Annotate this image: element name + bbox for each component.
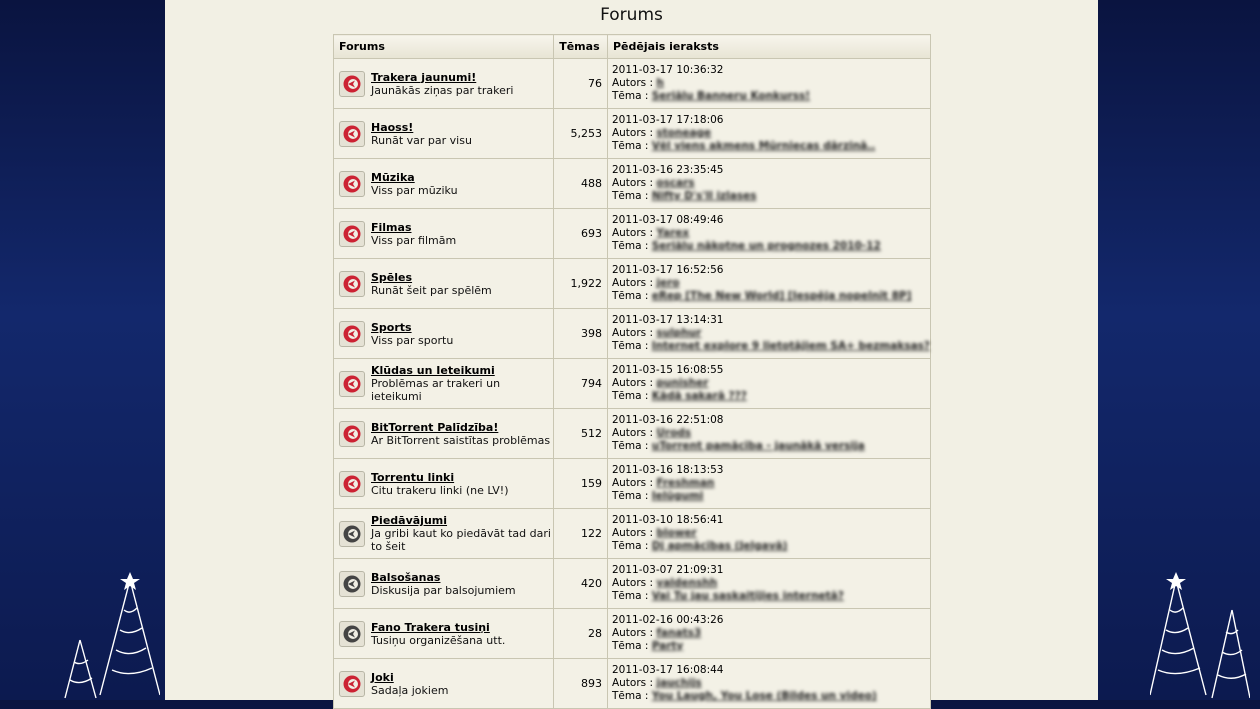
last-post-topic-label: Tēma : xyxy=(611,290,649,302)
forum-description: Jaunākās ziņas par trakeri xyxy=(371,83,514,97)
christmas-tree-right-decoration xyxy=(1150,570,1250,700)
last-post-topic-link[interactable]: Vai Tu jau saskaitījies internetā? xyxy=(651,590,844,602)
red-forum-icon xyxy=(339,171,365,197)
last-post-cell xyxy=(607,109,930,159)
red-forum-icon xyxy=(339,221,365,247)
last-post-topic-link[interactable]: Nifty D's'll izlases xyxy=(651,190,757,202)
last-post-date: 2011-03-15 16:08:55 xyxy=(611,364,724,376)
last-post-topic-label: Tēma : xyxy=(611,540,649,552)
last-post-cell xyxy=(607,159,930,209)
forums-table-body xyxy=(334,59,931,709)
forum-name-link[interactable]: Sports xyxy=(371,320,412,334)
last-post-topic-link[interactable]: You Laugh, You Lose (Bildes un video) xyxy=(651,690,877,702)
last-post-topic-link[interactable]: Party xyxy=(651,640,684,652)
last-post-cell xyxy=(607,509,930,559)
last-post-author-label: Autors : xyxy=(611,477,654,489)
red-forum-icon xyxy=(339,321,365,347)
forum-name-link[interactable]: Mūzika xyxy=(371,170,415,184)
last-post-date: 2011-03-17 17:18:06 xyxy=(611,114,724,126)
last-post-date: 2011-03-17 10:36:32 xyxy=(611,64,724,76)
last-post-date: 2011-03-17 16:52:56 xyxy=(611,264,724,276)
forum-name-link[interactable]: Piedāvājumi xyxy=(371,514,448,527)
last-post-topic-link[interactable]: Internet explore 9 lietotājiem SA+ bezmaksas? xyxy=(651,340,930,352)
gray-forum-icon xyxy=(339,521,365,547)
forum-row xyxy=(334,359,931,409)
last-post-author-link[interactable]: blower xyxy=(656,527,697,539)
last-post-date: 2011-03-16 23:35:45 xyxy=(611,164,724,176)
last-post-author-label: Autors : xyxy=(611,277,654,289)
last-post-topic-link[interactable]: eRep [The New World] [Iespēja nopelnīt 8P] xyxy=(651,290,912,302)
last-post-author-link[interactable]: h xyxy=(656,77,664,89)
forum-name-link[interactable]: Haoss! xyxy=(371,120,414,134)
forum-description: Sadaļa jokiem xyxy=(371,683,449,697)
topic-count: 1,922 xyxy=(554,259,608,309)
last-post-author-label: Autors : xyxy=(611,427,654,439)
forum-name-link[interactable]: Filmas xyxy=(371,220,412,234)
last-post-author-label: Autors : xyxy=(611,177,654,189)
forum-row xyxy=(334,659,931,709)
forum-cell xyxy=(334,459,554,509)
last-post-topic-label: Tēma : xyxy=(611,640,649,652)
forums-table xyxy=(333,34,931,709)
red-forum-icon xyxy=(339,421,365,447)
forum-description: Ar BitTorrent saistītas problēmas xyxy=(371,433,551,447)
header-topics: Tēmas xyxy=(554,35,608,59)
forum-cell xyxy=(334,609,554,659)
red-forum-icon xyxy=(339,671,365,697)
gray-forum-icon xyxy=(339,621,365,647)
forum-row xyxy=(334,459,931,509)
main-page xyxy=(165,0,1098,700)
red-forum-icon xyxy=(339,471,365,497)
forum-description: Diskusija par balsojumiem xyxy=(371,583,516,597)
topic-count: 893 xyxy=(554,659,608,709)
forum-cell xyxy=(334,259,554,309)
forum-row xyxy=(334,559,931,609)
red-forum-icon xyxy=(339,71,365,97)
table-header-row xyxy=(334,35,931,59)
forum-name-link[interactable]: Klūdas un Ieteikumi xyxy=(371,364,495,377)
forum-row xyxy=(334,209,931,259)
forum-name-link[interactable]: Spēles xyxy=(371,270,413,284)
last-post-topic-link[interactable]: Ielūgumi xyxy=(651,490,704,502)
last-post-topic-link[interactable]: uTorrent pamācība - jaunākā versija xyxy=(651,440,865,452)
last-post-author-link[interactable]: jero xyxy=(656,277,680,289)
last-post-topic-link[interactable]: Seriālu nākotne un prognozes 2010-12 xyxy=(651,240,881,252)
topic-count: 488 xyxy=(554,159,608,209)
last-post-date: 2011-03-17 13:14:31 xyxy=(611,314,724,326)
last-post-date: 2011-02-16 00:43:26 xyxy=(611,614,724,626)
topic-count: 794 xyxy=(554,359,608,409)
topic-count: 398 xyxy=(554,309,608,359)
forum-description: Viss par mūziku xyxy=(371,183,458,197)
last-post-author-label: Autors : xyxy=(611,527,654,539)
last-post-cell xyxy=(607,459,930,509)
forum-cell xyxy=(334,509,554,559)
red-forum-icon xyxy=(339,371,365,397)
last-post-topic-label: Tēma : xyxy=(611,390,649,402)
topic-count: 512 xyxy=(554,409,608,459)
last-post-topic-label: Tēma : xyxy=(611,590,649,602)
topic-count: 693 xyxy=(554,209,608,259)
header-forums: Forums xyxy=(334,35,554,59)
forum-cell xyxy=(334,59,554,109)
last-post-cell xyxy=(607,209,930,259)
last-post-topic-label: Tēma : xyxy=(611,440,649,452)
last-post-topic-link[interactable]: Vēl viens akmens Mūrniecas dārzinā.. xyxy=(651,140,876,152)
last-post-topic-label: Tēma : xyxy=(611,90,649,102)
last-post-author-label: Autors : xyxy=(611,677,654,689)
forum-name-link[interactable]: Trakera jaunumi! xyxy=(371,70,477,84)
forum-name-link[interactable]: Torrentu linki xyxy=(371,470,455,484)
forum-row xyxy=(334,59,931,109)
last-post-author-label: Autors : xyxy=(611,377,654,389)
forum-name-link[interactable]: Balsošanas xyxy=(371,570,441,584)
header-last-post: Pēdējais ieraksts xyxy=(607,35,930,59)
last-post-author-label: Autors : xyxy=(611,327,654,339)
last-post-cell xyxy=(607,59,930,109)
forum-description: Runāt šeit par spēlēm xyxy=(371,283,492,297)
last-post-topic-link[interactable]: Kādā sakarā ??? xyxy=(651,390,747,402)
forum-description: Viss par filmām xyxy=(371,233,457,247)
gray-forum-icon xyxy=(339,571,365,597)
last-post-author-label: Autors : xyxy=(611,577,654,589)
last-post-topic-link[interactable]: Seriālu Banneru Konkurss! xyxy=(651,90,811,102)
last-post-author-label: Autors : xyxy=(611,77,654,89)
topic-count: 420 xyxy=(554,559,608,609)
last-post-date: 2011-03-16 22:51:08 xyxy=(611,414,724,426)
last-post-date: 2011-03-10 18:56:41 xyxy=(611,514,724,526)
last-post-date: 2011-03-16 18:13:53 xyxy=(611,464,724,476)
topic-count: 76 xyxy=(554,59,608,109)
last-post-cell xyxy=(607,559,930,609)
last-post-topic-label: Tēma : xyxy=(611,340,649,352)
last-post-date: 2011-03-17 08:49:46 xyxy=(611,214,724,226)
page-title: Forums xyxy=(600,5,663,25)
forum-row xyxy=(334,409,931,459)
last-post-topic-label: Tēma : xyxy=(611,190,649,202)
forum-name-link[interactable]: Fano Trakera tusiņi xyxy=(371,620,490,634)
red-forum-icon xyxy=(339,121,365,147)
forum-description: Citu trakeru linki (ne LV!) xyxy=(371,483,509,497)
last-post-author-link[interactable]: punisher xyxy=(656,377,709,389)
christmas-tree-left-decoration xyxy=(60,570,160,700)
last-post-topic-label: Tēma : xyxy=(611,240,649,252)
forum-description: Runāt var par visu xyxy=(371,133,472,147)
forum-name-link[interactable]: Joki xyxy=(371,670,394,684)
last-post-author-link[interactable]: valdenshh xyxy=(656,577,718,589)
forum-cell xyxy=(334,309,554,359)
last-post-cell xyxy=(607,359,930,409)
last-post-cell xyxy=(607,659,930,709)
last-post-author-link[interactable]: oscars xyxy=(656,177,695,189)
forum-cell xyxy=(334,109,554,159)
forum-row xyxy=(334,109,931,159)
last-post-cell xyxy=(607,259,930,309)
forum-row xyxy=(334,159,931,209)
last-post-author-link[interactable]: Urods xyxy=(656,427,692,439)
last-post-topic-label: Tēma : xyxy=(611,140,649,152)
last-post-cell xyxy=(607,409,930,459)
topic-count: 159 xyxy=(554,459,608,509)
last-post-date: 2011-03-07 21:09:31 xyxy=(611,564,724,576)
last-post-author-label: Autors : xyxy=(611,627,654,639)
last-post-cell xyxy=(607,309,930,359)
forum-row xyxy=(334,509,931,559)
last-post-author-link[interactable]: stoneage xyxy=(656,127,712,139)
last-post-author-link[interactable]: fanats3 xyxy=(656,627,702,639)
forum-row xyxy=(334,309,931,359)
forum-name-link[interactable]: BitTorrent Palīdzība! xyxy=(371,420,499,434)
forum-cell xyxy=(334,559,554,609)
last-post-topic-label: Tēma : xyxy=(611,490,649,502)
last-post-date: 2011-03-17 16:08:44 xyxy=(611,664,724,676)
last-post-author-link[interactable]: Freshman xyxy=(656,477,715,489)
red-forum-icon xyxy=(339,271,365,297)
forum-description: Viss par sportu xyxy=(371,333,454,347)
forum-row xyxy=(334,609,931,659)
last-post-topic-label: Tēma : xyxy=(611,690,649,702)
forum-description: Tusiņu organizēšana utt. xyxy=(371,633,506,647)
forum-description: Ja gribi kaut ko piedāvāt tad dari to šeit xyxy=(371,527,551,553)
last-post-author-label: Autors : xyxy=(611,127,654,139)
topic-count: 5,253 xyxy=(554,109,608,159)
forum-cell xyxy=(334,209,554,259)
last-post-author-link[interactable]: Yarex xyxy=(656,227,690,239)
topic-count: 28 xyxy=(554,609,608,659)
last-post-topic-link[interactable]: Dj apmācības (Jelgavā) xyxy=(651,540,788,552)
forum-cell xyxy=(334,659,554,709)
last-post-cell xyxy=(607,609,930,659)
forum-cell xyxy=(334,409,554,459)
last-post-author-link[interactable]: sulphur xyxy=(656,327,702,339)
forum-row xyxy=(334,259,931,309)
forum-description: Problēmas ar trakeri un ieteikumi xyxy=(371,377,501,403)
last-post-author-label: Autors : xyxy=(611,227,654,239)
forum-cell xyxy=(334,359,554,409)
forum-cell xyxy=(334,159,554,209)
last-post-author-link[interactable]: jauchijs xyxy=(656,677,702,689)
topic-count: 122 xyxy=(554,509,608,559)
